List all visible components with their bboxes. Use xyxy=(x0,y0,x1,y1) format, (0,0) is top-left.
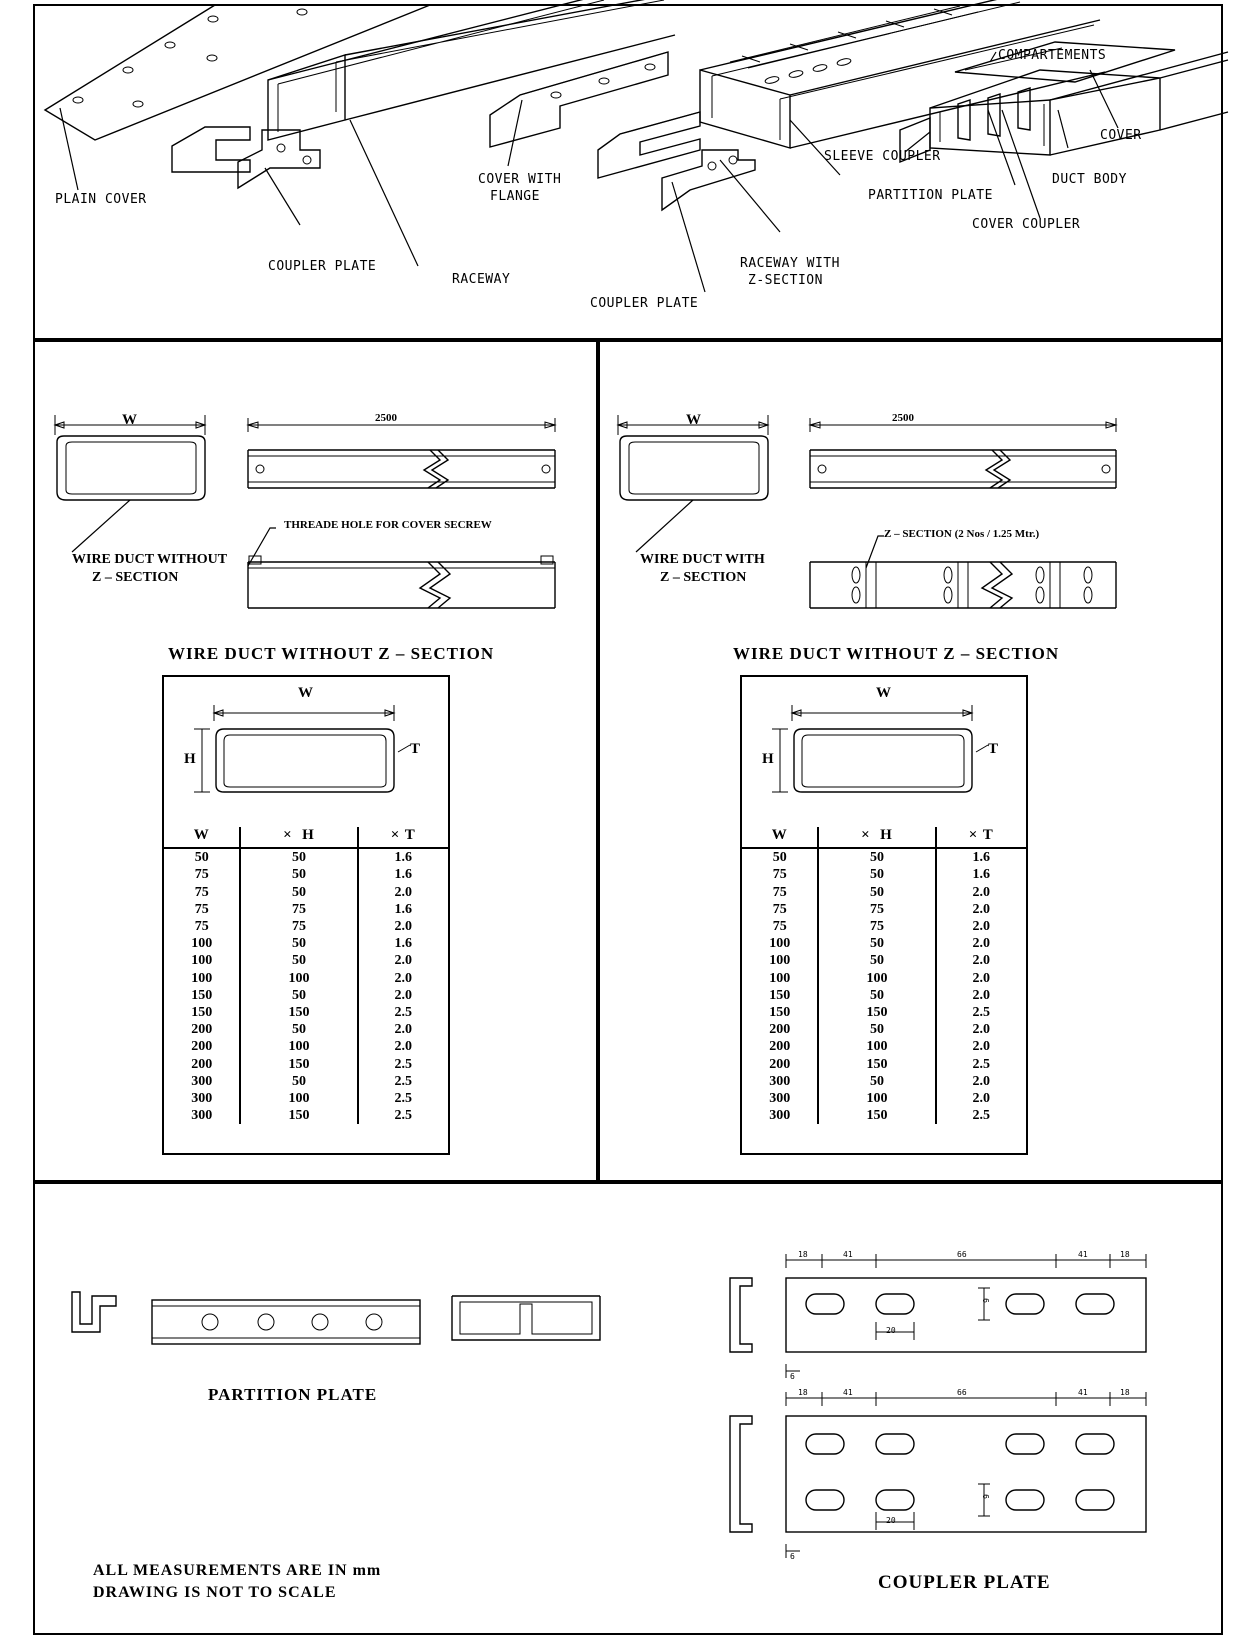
table-cell: 50 xyxy=(240,884,357,901)
table-cell: 50 xyxy=(240,848,357,866)
table-cell: 100 xyxy=(769,953,791,969)
table-cell: 100 xyxy=(818,970,935,987)
coupler-bottom-small-dim: 6 xyxy=(790,1552,795,1561)
left-dim-w: W xyxy=(122,412,137,428)
coupler-top-dim-1: 18 xyxy=(798,1250,808,1259)
table-cell: 2.0 xyxy=(358,884,448,901)
table-cell: 50 xyxy=(818,884,935,901)
coupler-bottom-inner-dim: 20 xyxy=(886,1516,896,1525)
left-table xyxy=(164,827,448,1124)
table-cell: 50 xyxy=(240,935,357,952)
table-cell: 50 xyxy=(240,866,357,883)
table-cell: 50 xyxy=(240,1021,357,1038)
table-cell: 150 xyxy=(818,1004,935,1021)
table-row xyxy=(742,848,1026,866)
coupler-bottom-dim-4: 41 xyxy=(1078,1388,1088,1397)
table-cell: 200 xyxy=(769,1022,791,1038)
table-cell: 2.0 xyxy=(936,970,1026,987)
table-row xyxy=(742,1073,1026,1090)
right-callout-line1: WIRE DUCT WITH xyxy=(640,552,765,567)
coupler-bottom-dim-1: 18 xyxy=(798,1388,808,1397)
table-row xyxy=(164,848,448,866)
table-cell: 50 xyxy=(818,1021,935,1038)
right-th-h xyxy=(818,827,935,848)
table-cell: 150 xyxy=(769,987,791,1003)
table-cell: 2.5 xyxy=(358,1090,448,1107)
table-row xyxy=(742,1004,1026,1021)
table-cell: 1.6 xyxy=(358,866,448,883)
table-cell: 2.0 xyxy=(358,1021,448,1038)
left-dim-length: 2500 xyxy=(375,412,397,424)
footer-note-line2: DRAWING IS NOT TO SCALE xyxy=(93,1584,337,1601)
coupler-plate-caption: COUPLER PLATE xyxy=(878,1572,1051,1593)
right-dim-length: 2500 xyxy=(892,412,914,424)
table-cell: 2.0 xyxy=(936,935,1026,952)
table-row xyxy=(164,901,448,918)
right-table-h-label: H xyxy=(762,751,774,767)
table-row xyxy=(164,952,448,969)
table-cell: 100 xyxy=(240,1090,357,1107)
left-table-w-label: W xyxy=(298,685,313,701)
label-sleeve-coupler: SLEEVE COUPLER xyxy=(824,149,941,164)
table-row xyxy=(742,884,1026,901)
label-raceway: RACEWAY xyxy=(452,272,511,287)
right-dim-w: W xyxy=(686,412,701,428)
table-cell: 75 xyxy=(818,901,935,918)
left-table-figure xyxy=(164,677,448,827)
left-caption: WIRE DUCT WITHOUT Z – SECTION xyxy=(168,644,495,663)
coupler-bottom-vertical-dim: 9 xyxy=(981,1494,991,1499)
table-cell: 2.5 xyxy=(936,1107,1026,1124)
table-cell: 50 xyxy=(818,848,935,866)
table-cell: 200 xyxy=(191,1039,213,1055)
table-cell: 50 xyxy=(818,935,935,952)
table-cell: 50 xyxy=(240,952,357,969)
table-row xyxy=(742,918,1026,935)
table-cell: 100 xyxy=(191,970,213,986)
right-th-h-text: H xyxy=(880,827,893,843)
table-cell: 1.6 xyxy=(936,848,1026,866)
table-row xyxy=(742,901,1026,918)
label-raceway-z-line1: RACEWAY WITH xyxy=(740,256,840,271)
table-cell: 300 xyxy=(769,1091,791,1107)
table-row xyxy=(742,952,1026,969)
table-row xyxy=(164,987,448,1004)
table-cell: 2.0 xyxy=(358,952,448,969)
left-callout-line2: Z – SECTION xyxy=(92,570,179,585)
table-cell: 75 xyxy=(240,918,357,935)
table-cell: 2.0 xyxy=(936,1038,1026,1055)
table-cell: 50 xyxy=(818,1073,935,1090)
table-cell: 150 xyxy=(818,1056,935,1073)
table-cell: 2.0 xyxy=(936,952,1026,969)
table-row xyxy=(742,1090,1026,1107)
left-table-header-row xyxy=(164,827,448,848)
table-cell: 200 xyxy=(769,1056,791,1072)
table-cell: 2.0 xyxy=(936,1073,1026,1090)
coupler-top-small-dim: 6 xyxy=(790,1372,795,1381)
coupler-top-dim-4: 41 xyxy=(1078,1250,1088,1259)
table-cell: 50 xyxy=(818,866,935,883)
table-cell: 1.6 xyxy=(358,901,448,918)
left-table-body xyxy=(164,827,448,1124)
table-cell: 200 xyxy=(191,1022,213,1038)
table-cell: 1.6 xyxy=(358,848,448,866)
table-cell: 75 xyxy=(772,901,787,917)
label-coupler-plate-left: COUPLER PLATE xyxy=(268,259,377,274)
table-cell: 2.0 xyxy=(358,987,448,1004)
table-cell: 2.0 xyxy=(936,918,1026,935)
table-row xyxy=(164,1073,448,1090)
left-spec-table xyxy=(162,675,450,1155)
label-plain-cover: PLAIN COVER xyxy=(55,192,147,207)
label-compartements: COMPARTEMENTS xyxy=(998,48,1107,63)
right-table-t-label: T xyxy=(988,741,999,757)
table-row xyxy=(164,1107,448,1124)
right-spec-table xyxy=(740,675,1028,1155)
table-cell: 150 xyxy=(191,987,213,1003)
table-cell: 75 xyxy=(772,919,787,935)
table-cell: 2.5 xyxy=(936,1004,1026,1021)
table-cell: 150 xyxy=(818,1107,935,1124)
table-cell: 50 xyxy=(772,850,787,866)
label-coupler-plate-mid: COUPLER PLATE xyxy=(590,296,699,311)
table-cell: 150 xyxy=(769,1005,791,1021)
table-cell: 75 xyxy=(818,918,935,935)
table-cell: 2.5 xyxy=(358,1056,448,1073)
table-row xyxy=(742,866,1026,883)
right-table-header-row xyxy=(742,827,1026,848)
table-row xyxy=(742,1038,1026,1055)
table-row xyxy=(164,1004,448,1021)
label-cover-coupler: COVER COUPLER xyxy=(972,217,1081,232)
table-cell: 75 xyxy=(194,867,209,883)
table-cell: 100 xyxy=(818,1090,935,1107)
table-cell: 300 xyxy=(769,1073,791,1089)
label-duct-body: DUCT BODY xyxy=(1052,172,1127,187)
right-th-times1: × xyxy=(861,827,871,843)
table-row xyxy=(164,935,448,952)
left-th-h-text: H xyxy=(302,827,315,843)
table-row xyxy=(164,1021,448,1038)
table-cell: 75 xyxy=(240,901,357,918)
coupler-top-dim-3: 66 xyxy=(957,1250,967,1259)
table-cell: 100 xyxy=(191,953,213,969)
table-cell: 100 xyxy=(240,970,357,987)
partition-plate-caption: PARTITION PLATE xyxy=(208,1385,378,1404)
table-cell: 300 xyxy=(191,1091,213,1107)
table-row xyxy=(164,1090,448,1107)
right-table-figure xyxy=(742,677,1026,827)
right-caption: WIRE DUCT WITHOUT Z – SECTION xyxy=(733,644,1060,663)
table-cell: 50 xyxy=(818,952,935,969)
table-cell: 2.0 xyxy=(358,970,448,987)
table-row xyxy=(164,866,448,883)
table-row xyxy=(164,918,448,935)
table-cell: 2.0 xyxy=(936,884,1026,901)
left-thread-note: THREADE HOLE FOR COVER SECREW xyxy=(284,519,492,531)
table-cell: 100 xyxy=(769,936,791,952)
left-th-t: × T xyxy=(358,827,448,848)
right-table-body xyxy=(742,827,1026,1124)
table-cell: 75 xyxy=(194,884,209,900)
table-row xyxy=(742,1056,1026,1073)
label-cover-with-flange-line1: COVER WITH xyxy=(478,172,562,187)
table-cell: 300 xyxy=(191,1073,213,1089)
table-cell: 50 xyxy=(240,987,357,1004)
coupler-top-vertical-dim: 9 xyxy=(981,1298,991,1303)
table-row xyxy=(742,935,1026,952)
table-cell: 2.0 xyxy=(936,987,1026,1004)
table-cell: 2.0 xyxy=(358,1038,448,1055)
table-cell: 150 xyxy=(240,1056,357,1073)
table-cell: 300 xyxy=(191,1108,213,1124)
left-th-w: W xyxy=(164,827,240,848)
table-cell: 150 xyxy=(191,1005,213,1021)
table-cell: 2.5 xyxy=(358,1004,448,1021)
table-cell: 2.5 xyxy=(936,1056,1026,1073)
left-th-h xyxy=(240,827,357,848)
table-row xyxy=(164,884,448,901)
coupler-top-dim-5: 18 xyxy=(1120,1250,1130,1259)
table-cell: 2.5 xyxy=(358,1073,448,1090)
coupler-bottom-dim-2: 41 xyxy=(843,1388,853,1397)
table-cell: 100 xyxy=(818,1038,935,1055)
table-cell: 150 xyxy=(240,1004,357,1021)
table-cell: 50 xyxy=(818,987,935,1004)
table-cell: 50 xyxy=(240,1073,357,1090)
table-cell: 2.0 xyxy=(936,901,1026,918)
left-th-times1: × xyxy=(283,827,293,843)
right-callout-line2: Z – SECTION xyxy=(660,570,747,585)
table-row xyxy=(742,1107,1026,1124)
label-raceway-z-line2: Z-SECTION xyxy=(748,273,823,288)
table-cell: 150 xyxy=(240,1107,357,1124)
table-cell: 2.0 xyxy=(936,1090,1026,1107)
label-cover-with-flange-line2: FLANGE xyxy=(490,189,540,204)
table-cell: 75 xyxy=(194,901,209,917)
table-row xyxy=(742,987,1026,1004)
table-cell: 300 xyxy=(769,1108,791,1124)
right-table-w-label: W xyxy=(876,685,891,701)
right-th-t: × T xyxy=(936,827,1026,848)
table-cell: 2.5 xyxy=(358,1107,448,1124)
table-cell: 75 xyxy=(772,884,787,900)
table-cell: 1.6 xyxy=(936,866,1026,883)
table-cell: 200 xyxy=(191,1056,213,1072)
right-zsection-note: Z – SECTION (2 Nos / 1.25 Mtr.) xyxy=(884,528,1040,540)
left-callout-line1: WIRE DUCT WITHOUT xyxy=(72,552,228,567)
table-cell: 100 xyxy=(240,1038,357,1055)
table-cell: 100 xyxy=(191,936,213,952)
left-table-t-label: T xyxy=(410,741,421,757)
table-cell: 75 xyxy=(194,919,209,935)
label-partition-plate: PARTITION PLATE xyxy=(868,188,993,203)
coupler-bottom-dim-3: 66 xyxy=(957,1388,967,1397)
table-cell: 1.6 xyxy=(358,935,448,952)
coupler-top-dim-2: 41 xyxy=(843,1250,853,1259)
table-cell: 75 xyxy=(772,867,787,883)
table-row xyxy=(742,970,1026,987)
table-cell: 100 xyxy=(769,970,791,986)
table-row xyxy=(164,970,448,987)
table-row xyxy=(164,1056,448,1073)
table-cell: 200 xyxy=(769,1039,791,1055)
label-cover: COVER xyxy=(1100,128,1142,143)
table-cell: 2.0 xyxy=(358,918,448,935)
table-cell: 50 xyxy=(194,850,209,866)
table-cell: 2.0 xyxy=(936,1021,1026,1038)
table-row xyxy=(164,1038,448,1055)
right-table xyxy=(742,827,1026,1124)
coupler-top-inner-dim: 20 xyxy=(886,1326,896,1335)
right-th-w: W xyxy=(742,827,818,848)
left-table-h-label: H xyxy=(184,751,196,767)
coupler-bottom-dim-5: 18 xyxy=(1120,1388,1130,1397)
table-row xyxy=(742,1021,1026,1038)
footer-note-line1: ALL MEASUREMENTS ARE IN mm xyxy=(93,1562,382,1579)
